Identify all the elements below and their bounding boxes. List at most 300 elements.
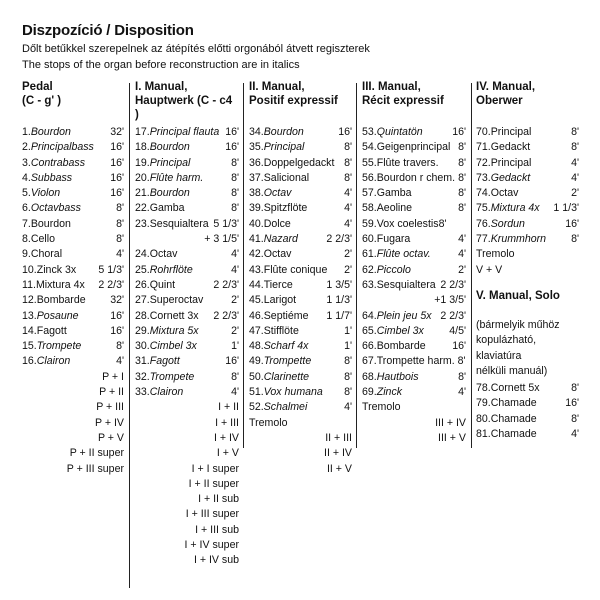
stop-pitch: 2' (231, 324, 239, 337)
coupler-row (249, 462, 352, 477)
stop-label: Clarinette (263, 370, 310, 383)
coupler-label: I + II sub (198, 493, 239, 506)
stop-label: Subbass (30, 171, 73, 184)
stop-number: 76. (476, 217, 491, 230)
column-pedal (22, 80, 124, 475)
stop-row (249, 324, 352, 339)
stop-row (476, 427, 579, 442)
coupler-label: I + II (218, 401, 239, 414)
stop-pitch: 4' (458, 233, 466, 246)
column-divider (129, 83, 130, 588)
stop-number: 36. (249, 156, 264, 169)
column-heading: II. Manual, Positif expressif (249, 81, 338, 107)
stop-label: Principal (149, 156, 191, 169)
stop-row (22, 339, 124, 354)
stop-row (362, 293, 466, 308)
stop-row (249, 263, 352, 278)
stop-number: 32. (135, 370, 150, 383)
stop-name (362, 247, 431, 262)
stop-number: 13. (22, 309, 37, 322)
stop-pitch: 4' (571, 156, 579, 169)
stop-name (22, 201, 81, 216)
stop-number: 6. (22, 202, 31, 215)
coupler-label: I + III (215, 416, 239, 429)
stop-label: Octav (149, 248, 178, 261)
stop-number: 30. (135, 340, 150, 353)
stop-number: 35. (249, 141, 264, 154)
stop-pitch: 16' (110, 156, 124, 169)
coupler-label: I + IV sub (193, 554, 239, 567)
stop-label: Bombarde (376, 340, 426, 353)
stop-label: Bourdon (149, 141, 190, 154)
stop-label: Bourdon r chem. (376, 171, 456, 184)
stop-row (22, 247, 124, 262)
stop-row (249, 232, 352, 247)
coupler-row (135, 400, 239, 415)
stop-pitch: 8' (344, 355, 352, 368)
stop-row (249, 278, 352, 293)
stop-name (249, 232, 298, 247)
stop-name (22, 186, 60, 201)
stop-label: Clairon (149, 386, 184, 399)
stop-number: 69. (362, 386, 377, 399)
stop-row (362, 324, 466, 339)
stop-number: 15. (22, 340, 37, 353)
stop-pitch: 16' (110, 187, 124, 200)
column-heading: IV. Manual, Oberwer (476, 81, 536, 107)
stop-row (362, 309, 466, 324)
stop-number: 21. (135, 187, 150, 200)
stop-name (22, 339, 81, 354)
stop-name (249, 370, 309, 385)
stop-row (249, 309, 352, 324)
column-divider (243, 83, 244, 448)
stop-name (476, 201, 540, 216)
stop-row (249, 140, 352, 155)
stop-pitch: 4/5' (449, 324, 466, 337)
stop-number: 28. (135, 309, 150, 322)
stop-name (476, 427, 537, 442)
stop-label: Chamade (490, 412, 537, 425)
stop-row (476, 381, 579, 396)
stop-pitch: 8' (231, 187, 239, 200)
coupler-label: P + IV (95, 416, 124, 429)
coupler-row (22, 446, 124, 461)
stop-pitch: 8' (458, 187, 466, 200)
stop-pitch: 16' (565, 217, 579, 230)
stop-label: Vox humana (263, 386, 323, 399)
subtitle-english: The stops of the organ before reconstruction are in italics (22, 59, 300, 71)
stop-number: 19. (135, 156, 150, 169)
stop-row (362, 140, 466, 155)
stop-name (22, 217, 71, 232)
stop-pitch: 8' (231, 156, 239, 169)
coupler-row (135, 446, 239, 461)
stop-row (362, 278, 466, 293)
page-title: Diszpozíció / Disposition (22, 22, 194, 39)
stop-row (22, 201, 124, 216)
stop-label: Bourdon (263, 126, 304, 138)
stop-row (362, 263, 466, 278)
stop-name (362, 201, 412, 216)
stop-label: Nazard (263, 233, 298, 246)
stop-pitch: 4' (231, 263, 239, 276)
stop-label: Mixtura 5x (149, 324, 199, 337)
stop-name (22, 293, 86, 308)
coupler-row (135, 492, 239, 507)
stop-number: 78. (476, 382, 491, 395)
stop-name (22, 354, 70, 369)
stop-pitch: 2 2/3' (440, 278, 466, 291)
coupler-label: I + V (216, 447, 239, 460)
coupler-row (362, 416, 466, 431)
stop-number: 47. (249, 324, 264, 337)
stop-label: Cello (30, 233, 55, 246)
stop-pitch: 1' (344, 340, 352, 353)
stop-number: 3. (22, 156, 31, 169)
stop-row (476, 171, 579, 186)
stop-pitch: 8' (116, 217, 124, 230)
stop-pitch: 16' (338, 126, 352, 138)
coupler-row (135, 462, 239, 477)
stop-row (22, 217, 124, 232)
stop-label: Bourdon (30, 217, 71, 230)
column-manual-3 (362, 80, 466, 444)
subtitle-hungarian: Dőlt betűkkel szerepelnek az átépítés előtti orgonából átvett regiszterek (22, 43, 370, 55)
stop-label: Principal (490, 156, 532, 169)
coupler-row (22, 370, 124, 385)
stop-number: 12. (22, 294, 37, 307)
stop-number: 1. (22, 126, 31, 138)
stop-pitch: 16' (110, 171, 124, 184)
solo-note-line: nélküli manuál) (476, 364, 548, 377)
stop-pitch: 16' (565, 397, 579, 410)
column-manual-1 (135, 80, 239, 567)
stop-number: 37. (249, 171, 264, 184)
stop-pitch: 4' (344, 187, 352, 200)
stop-pitch: 8' (344, 156, 352, 169)
stop-pitch: 2' (571, 187, 579, 200)
stop-number: 45. (249, 294, 264, 307)
stop-row (476, 140, 579, 155)
stop-label: Octavbass (30, 202, 81, 215)
stop-pitch: 8' (344, 386, 352, 399)
stop-name (22, 309, 79, 324)
stop-label: Stifflöte (263, 324, 299, 337)
stop-number: 44. (249, 278, 264, 291)
stop-pitch: 1 1/7' (326, 309, 352, 322)
stop-pitch: 8' (458, 141, 466, 154)
stop-pitch: 16' (452, 340, 466, 353)
stop-pitch: 2' (458, 263, 466, 276)
coupler-row (249, 431, 352, 446)
stop-pitch: 4' (231, 386, 239, 399)
stop-number: 55. (362, 156, 377, 169)
coupler-label: V + V (476, 263, 503, 276)
stop-label: Flûte conique (263, 263, 328, 276)
stop-name (362, 324, 424, 339)
stop-pitch: 8' (231, 171, 239, 184)
column-divider (471, 83, 472, 448)
stop-name (249, 171, 309, 186)
stop-row (249, 293, 352, 308)
stop-pitch: 16' (110, 141, 124, 154)
stop-name (249, 293, 296, 308)
stop-number: 46. (249, 309, 264, 322)
stop-number: 11. (22, 278, 36, 291)
stop-name (249, 339, 308, 354)
stop-name (362, 186, 411, 201)
stop-row (476, 232, 579, 247)
stop-name (249, 385, 323, 400)
stop-name (135, 186, 190, 201)
stop-number: 16. (22, 355, 37, 368)
stop-number: 34. (249, 126, 264, 138)
stop-row (249, 354, 352, 369)
stop-number: 64. (362, 309, 377, 322)
stop-number: 39. (249, 202, 264, 215)
stop-row (362, 354, 466, 369)
stop-label: Clairon (36, 355, 71, 368)
stop-pitch: 2' (231, 294, 239, 307)
stop-pitch: 1 3/5' (326, 278, 352, 291)
stop-label: Sordun (490, 217, 525, 230)
stop-pitch: 4' (344, 217, 352, 230)
stop-pitch: 2' (344, 263, 352, 276)
stop-row (22, 171, 124, 186)
stop-row (135, 324, 239, 339)
stop-name (135, 156, 190, 171)
stop-row (362, 125, 466, 140)
stop-row (22, 140, 124, 155)
stop-row (135, 293, 239, 308)
stop-name (249, 186, 291, 201)
stop-pitch: 1 1/3' (553, 202, 579, 215)
stop-number: 10. (22, 263, 37, 276)
stop-pitch: 8' (571, 233, 579, 246)
stop-number: 17. (135, 126, 150, 138)
stop-name (249, 156, 334, 171)
stop-label: Octav (490, 187, 519, 200)
stop-pitch: 8' (458, 370, 466, 383)
stop-number: 5. (22, 187, 31, 200)
stop-number: 24. (135, 248, 150, 261)
coupler-label: III + V (438, 431, 466, 444)
stop-row (135, 156, 239, 171)
stop-name (476, 171, 530, 186)
stop-pitch: 4' (458, 248, 466, 261)
stop-row (249, 217, 352, 232)
stop-label: Mixtura 4x (35, 278, 85, 291)
stop-name (476, 140, 530, 155)
stop-name (135, 201, 184, 216)
stop-row (362, 232, 466, 247)
stop-label: Chamade (490, 397, 537, 410)
stop-pitch: 8' (344, 370, 352, 383)
stop-row (135, 263, 239, 278)
stop-row (362, 186, 466, 201)
stop-number: 48. (249, 340, 264, 353)
stop-row (362, 370, 466, 385)
stop-label: Gamba (149, 202, 185, 215)
stop-pitch: 1 1/3' (326, 294, 352, 307)
coupler-row (362, 431, 466, 446)
stop-name (249, 309, 309, 324)
stop-pitch: 16' (225, 355, 239, 368)
stop-name (249, 217, 291, 232)
stop-label: Flûte octav. (376, 248, 431, 261)
stop-name (362, 385, 402, 400)
stop-number: 66. (362, 340, 377, 353)
stop-number: 18. (135, 141, 150, 154)
stop-number: 62. (362, 263, 377, 276)
stop-label: Gedackt (490, 141, 531, 154)
stop-name (22, 232, 55, 247)
coupler-label: II + IV (324, 447, 352, 460)
stop-label: Fagott (36, 324, 67, 337)
coupler-row (22, 462, 124, 477)
stop-name (362, 309, 432, 324)
coupler-row (135, 431, 239, 446)
stop-row (22, 324, 124, 339)
stop-label: Superoctav (149, 294, 204, 307)
coupler-row (135, 538, 239, 553)
stop-row (362, 247, 466, 262)
stop-label: Zinck (376, 386, 403, 399)
stop-name (135, 293, 203, 308)
stop-row (135, 232, 239, 247)
coupler-row (135, 416, 239, 431)
stop-row (362, 385, 466, 400)
stop-pitch: 8' (571, 141, 579, 154)
stop-pitch: 4' (571, 171, 579, 184)
column-manual-2 (249, 80, 352, 475)
stop-name (476, 232, 546, 247)
stop-label: Sesquialtera (376, 278, 436, 291)
stop-label: Trompette harm. 8' (376, 355, 466, 368)
stop-row (135, 339, 239, 354)
stop-name (22, 324, 67, 339)
stop-pitch: 2 2/3' (326, 233, 352, 246)
stop-name (135, 140, 190, 155)
column-heading: III. Manual, Récit expressif (362, 81, 444, 107)
stop-name (249, 140, 304, 155)
coupler-label: III + IV (435, 416, 466, 429)
stop-row (476, 186, 579, 201)
stop-label: Aeoline (376, 202, 413, 215)
coupler-row (135, 477, 239, 492)
stop-name (249, 201, 307, 216)
stop-name (135, 247, 177, 262)
stop-pitch: 16' (452, 126, 466, 138)
stop-list (476, 125, 579, 442)
stop-number: 75. (476, 202, 491, 215)
stop-number: 2. (22, 141, 31, 154)
stop-number: 81. (476, 428, 491, 441)
stop-row (22, 186, 124, 201)
stop-label: Fagott (149, 355, 180, 368)
stop-pitch: 8' (571, 126, 579, 138)
stop-pitch: 8' (571, 382, 579, 395)
stop-row (135, 140, 239, 155)
stop-row (22, 232, 124, 247)
stop-label: Octav (263, 248, 292, 261)
coupler-label: II + III (325, 431, 352, 444)
stop-name (362, 217, 446, 232)
column-heading: I. Manual, Hauptwerk (C - c4 ) (135, 81, 233, 121)
stop-pitch: 2 2/3' (213, 278, 239, 291)
stop-label: Bourdon (149, 187, 190, 200)
stop-row (135, 125, 239, 140)
stop-number: 52. (249, 401, 264, 414)
coupler-label: P + II super (69, 447, 124, 460)
stop-label: Quintatön (376, 126, 423, 138)
stop-pitch: 8' (116, 202, 124, 215)
stop-name (362, 263, 411, 278)
stop-name (249, 354, 311, 369)
stop-number: 26. (135, 278, 150, 291)
stop-row (135, 278, 239, 293)
stop-number: 56. (362, 171, 377, 184)
stop-label: Cimbel 3x (149, 340, 197, 353)
stop-name (476, 156, 531, 171)
stop-name (22, 263, 76, 278)
stop-pitch: 8' (116, 233, 124, 246)
coupler-label: P + V (97, 431, 124, 444)
stop-name (135, 125, 219, 140)
stop-name (135, 385, 183, 400)
stop-label: Bourdon (30, 126, 71, 138)
stop-label: Principal (490, 126, 532, 138)
coupler-label: I + I super (191, 462, 239, 475)
stop-row (135, 354, 239, 369)
stop-pitch: 4' (344, 202, 352, 215)
stop-number: 40. (249, 217, 264, 230)
stop-pitch: 8' (231, 202, 239, 215)
stop-row (476, 412, 579, 427)
stop-pitch: 4' (458, 386, 466, 399)
stop-row (249, 125, 352, 140)
stop-row (22, 293, 124, 308)
column-divider (356, 83, 357, 448)
stop-name (362, 278, 436, 293)
stop-label: Schalmei (263, 401, 308, 414)
stop-pitch: 1' (231, 340, 239, 353)
stop-label: Violon (30, 187, 61, 200)
stop-number: 80. (476, 412, 491, 425)
tremolo-label: Tremolo (476, 248, 515, 261)
coupler-row (135, 553, 239, 568)
stop-number: 29. (135, 324, 150, 337)
stop-label: Vox coelestis8' (376, 217, 447, 230)
stop-number: 65. (362, 324, 377, 337)
stop-label: Spitzflöte (263, 202, 308, 215)
stop-label: Krummhorn (490, 233, 547, 246)
stop-row (476, 201, 579, 216)
stop-pitch: 2 2/3' (440, 309, 466, 322)
stop-label: Geigenprincipal (376, 141, 451, 154)
stop-number: 14. (22, 324, 37, 337)
stop-label: Bombarde (36, 294, 86, 307)
stop-row (362, 156, 466, 171)
coupler-label: P + I (102, 370, 124, 383)
stop-label: Salicional (263, 171, 310, 184)
stop-name (249, 247, 291, 262)
stop-name (135, 278, 175, 293)
stop-row (22, 263, 124, 278)
stop-pitch: 32' (110, 294, 124, 307)
stop-pitch: 4' (116, 248, 124, 261)
